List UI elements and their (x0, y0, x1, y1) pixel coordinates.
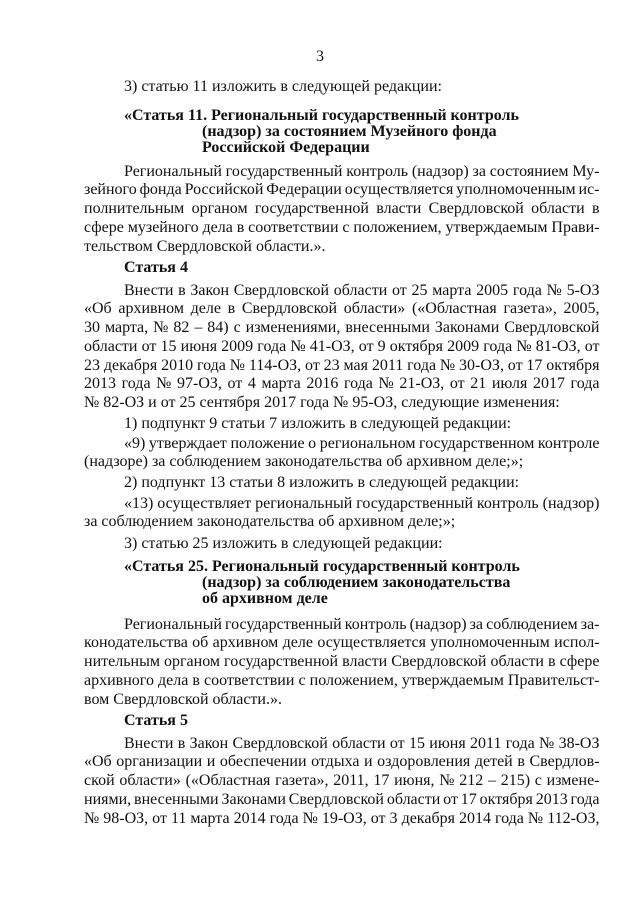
text-line (84, 791, 600, 810)
text-line-content: Статья 5 (124, 711, 188, 729)
text-line-content: Внести в Закон Свердловской области от 25 марта 2005 года № 5-ОЗ (124, 281, 600, 299)
text-line-content: «Об организации и обеспечении отдыха и оздоровления детей в Свердлов- (84, 753, 600, 771)
text-line-content: «13) осуществляет региональный государственный контроль (надзор) (124, 494, 600, 512)
text-line (84, 375, 600, 394)
text-line-content: «9) утверждает положение о региональном государственном контроле (124, 434, 600, 452)
article-title (84, 259, 600, 278)
paragraph (84, 735, 600, 829)
text-line (84, 535, 600, 554)
paragraph (84, 435, 600, 473)
text-line (84, 474, 600, 493)
text-line-content: 2) подпункт 13 статьи 8 изложить в следующей редакции: (124, 473, 520, 491)
text-line-content: «Статья 11. Региональный государственный контроль (124, 107, 519, 124)
article-heading (84, 559, 600, 607)
text-line-content: (надзор) за состоянием Музейного фонда (202, 123, 497, 140)
text-line-content: нительным органом государственной власти Свердловской области в сфере (84, 653, 600, 671)
text-line (84, 691, 600, 710)
text-line (84, 559, 600, 575)
paragraph (84, 616, 600, 710)
text-line-content: полнительным органом государственной власти Свердловской области в (84, 200, 600, 218)
text-line (84, 735, 600, 754)
text-line (84, 513, 600, 532)
text-line (84, 653, 600, 672)
text-line (84, 435, 600, 454)
text-line-content: об архивном деле (202, 590, 328, 607)
article-title (84, 712, 600, 731)
text-line (84, 394, 600, 413)
text-line (84, 78, 600, 97)
text-line-content: (надзоре) за соблюдением законодательства об архивном деле;»; (84, 453, 524, 471)
paragraph (84, 78, 600, 97)
text-line (84, 672, 600, 691)
text-line-content: зейного фонда Российской Федерации осуществляется уполномоченным ис- (84, 181, 600, 199)
paragraph (84, 415, 600, 434)
text-line-content: (надзор) за соблюдением законодательства (202, 574, 511, 591)
text-line (84, 591, 600, 607)
paragraph (84, 163, 600, 257)
text-line-content: сфере музейного дела в соответствии с положением, утверждаемым Прави- (84, 218, 600, 236)
text-line (84, 338, 600, 357)
text-line-content: ниями, внесенными Законами Свердловской области от 17 октября 2013 года (84, 790, 600, 808)
text-line (84, 259, 600, 278)
paragraph (84, 474, 600, 493)
text-line-content: 3) статью 25 изложить в следующей редакции: (124, 534, 443, 552)
text-line (84, 108, 600, 124)
text-line-content: Региональный государственный контроль (надзор) за соблюдением за- (124, 615, 600, 633)
text-line (84, 219, 600, 238)
page-number: 3 (316, 48, 324, 65)
text-line (84, 495, 600, 514)
text-line-content: «Статья 25. Региональный государственный контроль (124, 558, 520, 575)
text-line (84, 163, 600, 182)
text-line-content: ской области» («Областная газета», 2011, 17 июня, № 212 – 215) с измене- (84, 772, 600, 790)
text-line-content: 23 декабря 2010 года № 114-ОЗ, от 23 мая 2011 года № 30-ОЗ, от 17 октября (84, 356, 600, 374)
text-line (84, 319, 600, 338)
paragraph (84, 282, 600, 413)
text-line (84, 238, 600, 257)
text-line-content: 1) подпункт 9 статьи 7 изложить в следующей редакции: (124, 414, 512, 432)
text-line (84, 772, 600, 791)
text-line (84, 712, 600, 731)
text-line-content: № 82-ОЗ и от 25 сентября 2017 года № 95-ОЗ, следующие изменения: (84, 394, 560, 412)
text-line (84, 140, 600, 156)
text-line (84, 200, 600, 219)
text-line (84, 282, 600, 301)
text-line-content: № 98-ОЗ, от 11 марта 2014 года № 19-ОЗ, от 3 декабря 2014 года № 112-ОЗ, (84, 809, 600, 827)
text-line (84, 810, 600, 829)
text-line (84, 415, 600, 434)
text-line-content: Статья 4 (124, 258, 188, 276)
paragraph (84, 495, 600, 533)
paragraph (84, 535, 600, 554)
text-line (84, 753, 600, 772)
text-line-content: 2013 года № 97-ОЗ, от 4 марта 2016 года № 21-ОЗ, от 21 июля 2017 года (84, 375, 600, 393)
text-line (84, 453, 600, 472)
article-heading (84, 108, 600, 156)
text-line-content: Региональный государственный контроль (надзор) за состоянием Му- (124, 162, 600, 180)
text-line-content: тельством Свердловской области.». (84, 237, 326, 255)
text-line (84, 181, 600, 200)
text-line (84, 300, 600, 319)
text-line (84, 357, 600, 376)
text-line-content: вом Свердловской области.». (84, 690, 282, 708)
text-line-content: Внести в Закон Свердловской области от 15 июня 2011 года № 38-ОЗ (124, 734, 600, 752)
text-line-content: Российской Федерации (202, 139, 370, 156)
text-line-content: конодательства об архивном деле осуществляется уполномоченным испол- (84, 634, 600, 652)
text-line-content: архивного дела в соответствии с положением, утверждаемым Правительст- (84, 671, 600, 689)
text-line (84, 124, 600, 140)
text-line-content: 30 марта, № 82 – 84) с изменениями, внесенными Законами Свердловской (84, 319, 600, 337)
text-line (84, 634, 600, 653)
text-line-content: области от 15 июня 2009 года № 41-ОЗ, от 9 октября 2009 года № 81-ОЗ, от (84, 337, 600, 355)
text-line (84, 575, 600, 591)
text-line-content: 3) статью 11 изложить в следующей редакции: (124, 77, 442, 95)
text-line-content: «Об архивном деле в Свердловской области» («Областная газета», 2005, (84, 300, 600, 318)
text-line-content: за соблюдением законодательства об архивном деле;»; (84, 513, 456, 531)
text-line (84, 616, 600, 635)
